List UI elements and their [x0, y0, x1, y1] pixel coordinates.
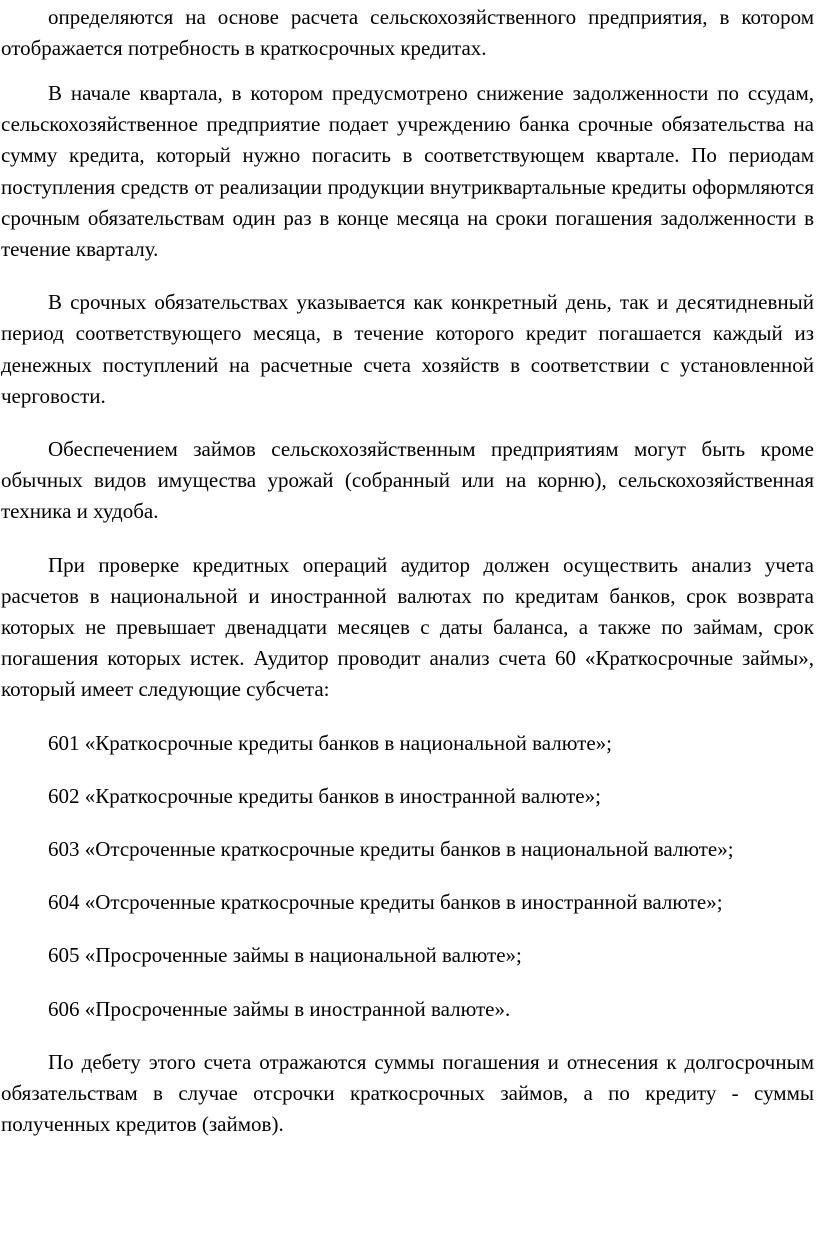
subaccount-602: 602 «Краткосрочные кредиты банков в иностранной валюте»; — [48, 783, 601, 808]
subaccount-606: 606 «Просроченные займы в иностранной валюте». — [48, 996, 511, 1021]
paragraph-loan-security: Обеспечением займов сельскохозяйственным предприятиям могут быть кроме обычных видов имущества урожай (собранный или на корню), сельскохозяйственная техника и худоба. — [1, 437, 814, 524]
subaccount-605: 605 «Просроченные займы в национальной валюте»; — [48, 943, 522, 968]
paragraph-continuation: определяются на основе расчета сельскохозяйственного предприятия, в котором отображается потребность в краткосрочных кредитах. — [1, 5, 814, 61]
subaccount-603: 603 «Отсроченные краткосрочные кредиты банков в национальной валюте»; — [48, 837, 734, 862]
subaccount-604: 604 «Отсроченные краткосрочные кредиты банков в иностранной валюте»; — [48, 890, 723, 915]
paragraph-credit-obligations: В начале квартала, в котором предусмотрено снижение задолженности по ссудам, сельскохозяйственное предприятие подает учреждению банка срочные обязательства на сумму кредита, который нужно погасить в соответствующем квартале. По периодам поступления средств от реализации продукции внутриквартальные кредиты оформляются срочным обязательствам один раз в конце месяца на сроки погашения задолженности в течение кварталу. — [1, 81, 814, 262]
subaccount-601: 601 «Краткосрочные кредиты банков в национальной валюте»; — [48, 730, 612, 755]
paragraph-repayment-terms: В срочных обязательствах указывается как конкретный день, так и десятидневный период соответствующего месяца, в течение которого кредит погашается каждый из денежных поступлений на расчетные счета хозяйств в соответствии с установленной черговости. — [1, 290, 814, 408]
document-body — [1, 78, 814, 1140]
paragraph-audit-analysis: При проверке кредитных операций аудитор должен осуществить анализ учета расчетов в национальной и иностранной валютах по кредитам банков, срок возврата которых не превышает двенадцати месяцев с даты баланса, а также по займам, срок погашения которых истек. Аудитор проводит анализ счета 60 «Краткосрочные займы», который имеет следующие субсчета: — [1, 552, 814, 702]
paragraph-debit-credit: По дебету этого счета отражаются суммы погашения и отнесения к долгосрочным обязательствам в случае отсрочки краткосрочных займов, а по кредиту - суммы полученных кредитов (займов). — [1, 1049, 814, 1137]
